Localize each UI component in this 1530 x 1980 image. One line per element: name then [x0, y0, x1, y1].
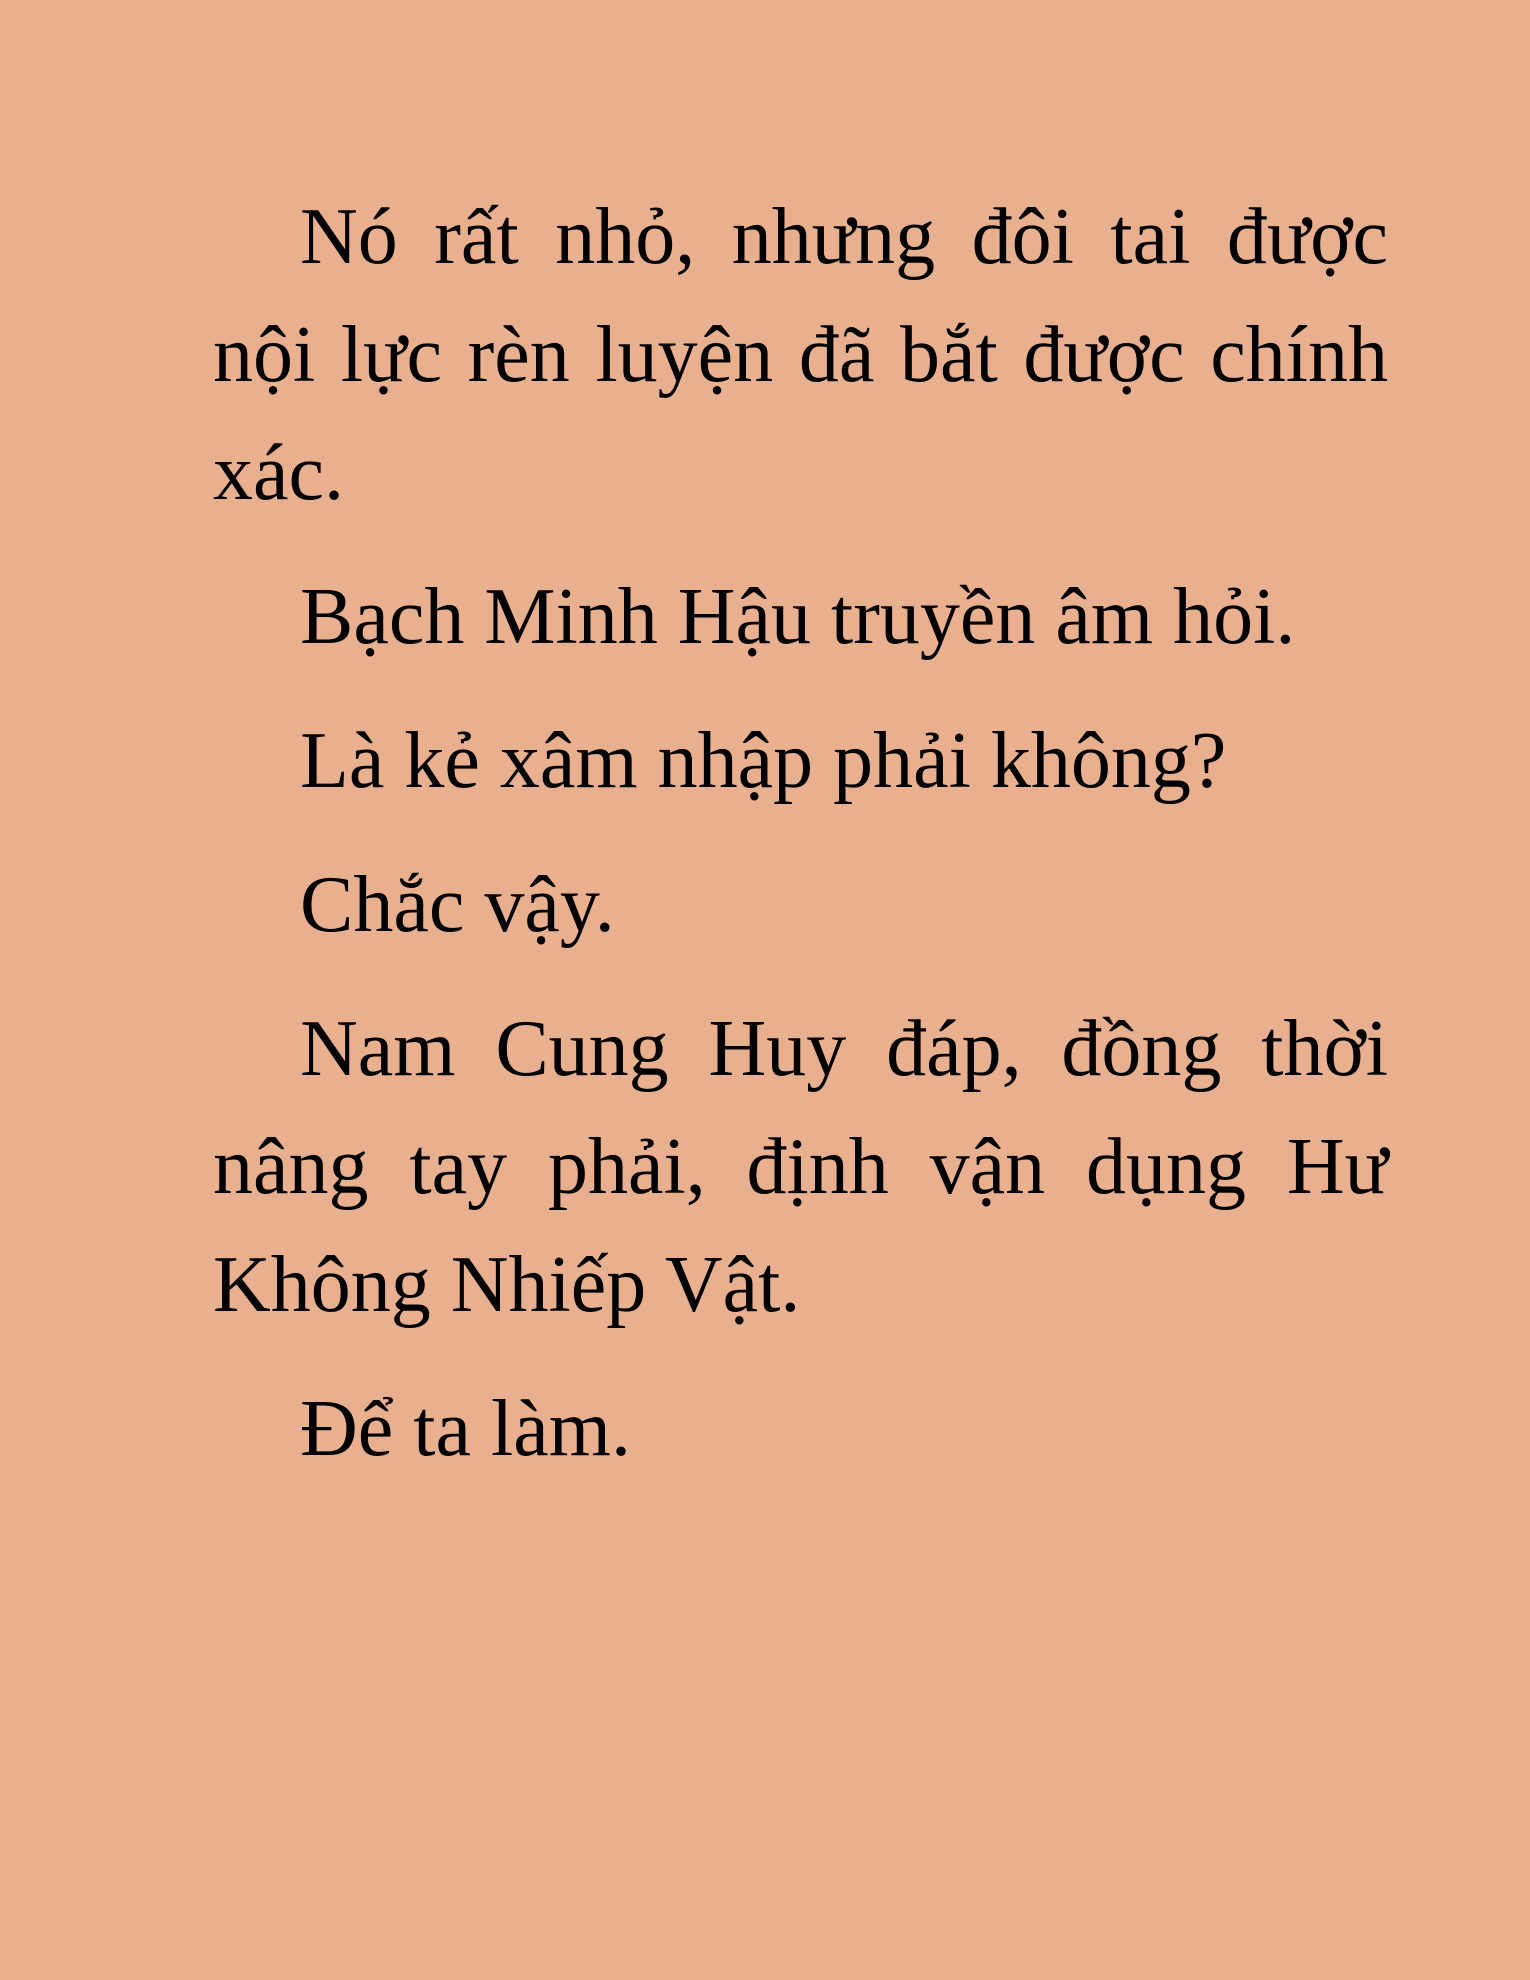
paragraph-2: Bạch Minh Hậu truyền âm hỏi.: [300, 573, 1296, 661]
document-page: [213, 178, 1388, 1514]
paragraph-5: Nam Cung Huy đáp, đồng thời nâng tay phải, định vận dụng Hư Không Nhiếp Vật.: [213, 1005, 1388, 1329]
paragraph-6: Để ta làm.: [300, 1385, 631, 1473]
paragraph-1: Nó rất nhỏ, nhưng đôi tai được nội lực rèn luyện đã bắt được chính xác.: [213, 193, 1388, 517]
paragraph-4: Chắc vậy.: [300, 861, 615, 949]
paragraph-3: Là kẻ xâm nhập phải không?: [300, 717, 1227, 805]
